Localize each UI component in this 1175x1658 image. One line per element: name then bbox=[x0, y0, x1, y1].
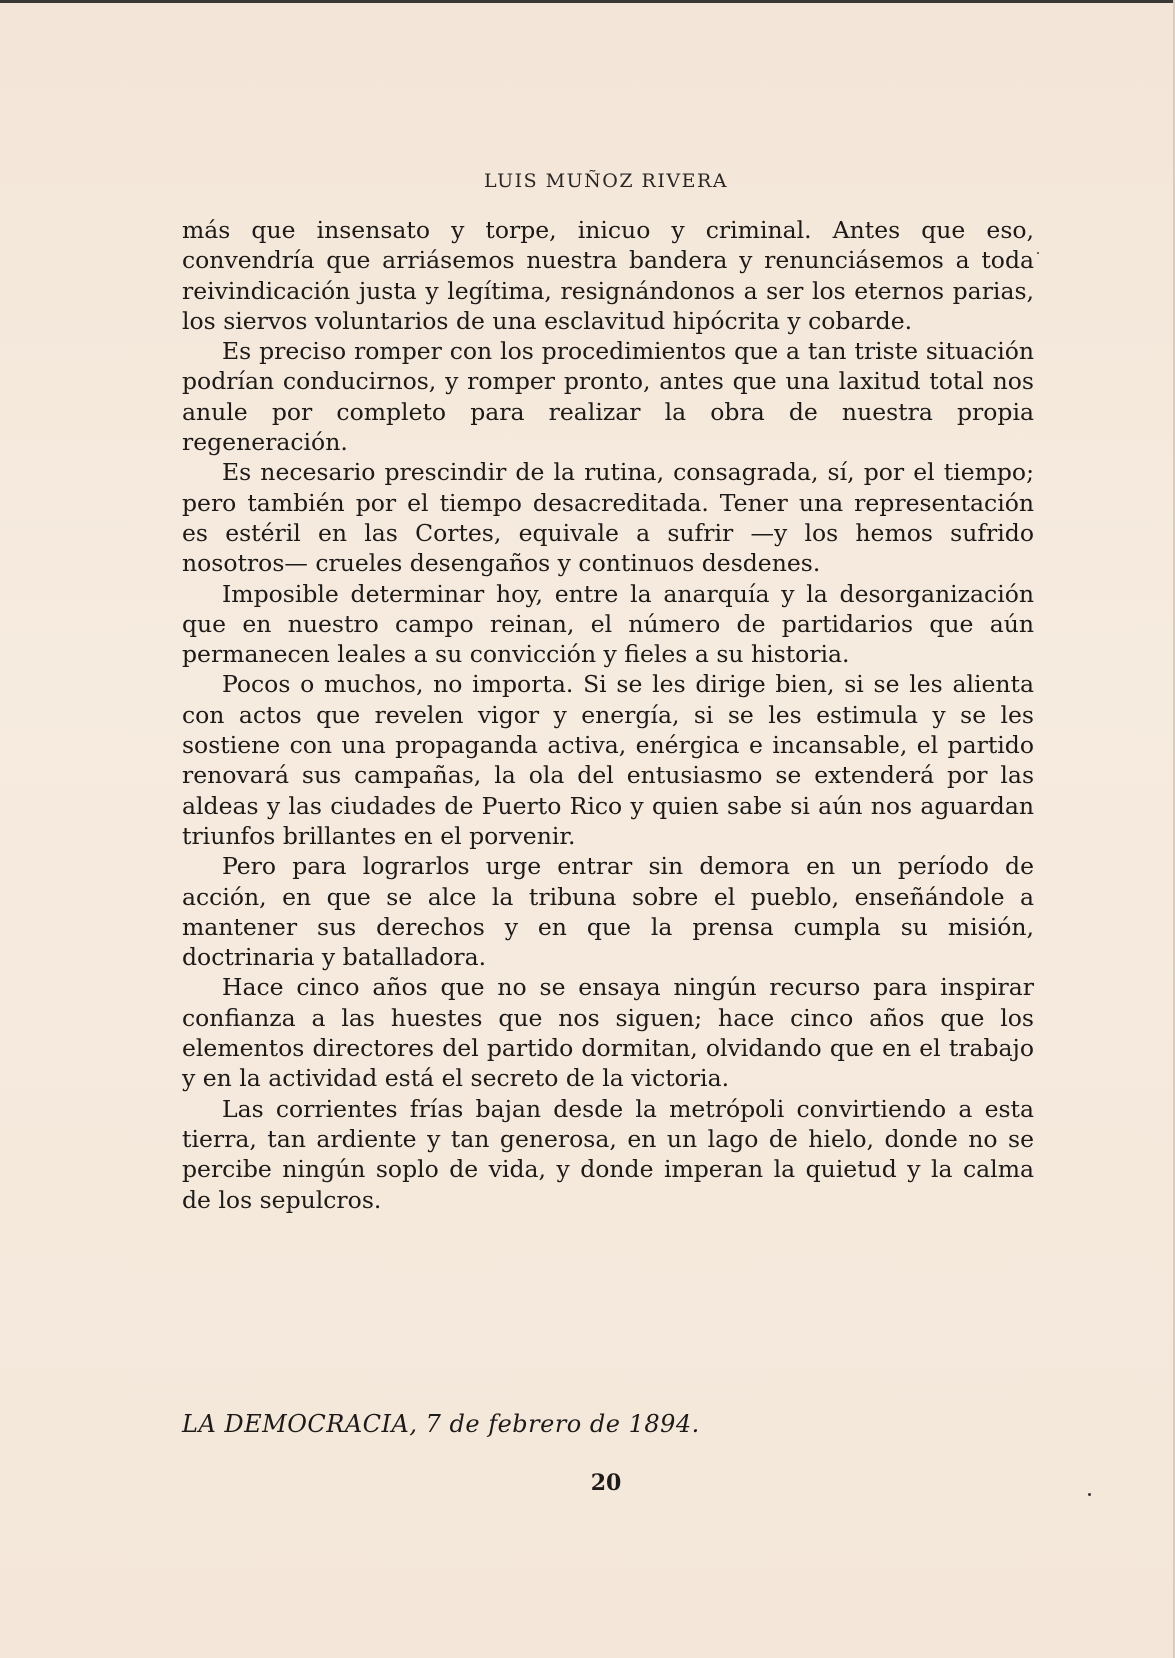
paragraph-7: Hace cinco años que no se ensaya ningún recurso para inspirar confianza a las huestes que nos siguen; hace cinco años que los elementos directores del partido dormitan, olvidando que en el trabajo y en la actividad está el secreto de la victoria. bbox=[182, 973, 1034, 1093]
paragraph-6: Pero para lograrlos urge entrar sin demora en un período de acción, en que se alce la tribuna sobre el pueblo, enseñándole a mantener sus derechos y en que la prensa cumpla su misión, doctrinaria y batalladora. bbox=[182, 852, 1034, 972]
paragraph-5: Pocos o muchos, no importa. Si se les dirige bien, si se les alienta con actos que revelen vigor y energía, si se les estimula y se les sostiene con una propaganda activa, enérgica e incansable, el partido renovará sus campañas, la ola del entusiasmo se extenderá por las aldeas y las ciudades de Puerto Rico y quien sabe si aún nos aguardan triunfos brillantes en el porvenir. bbox=[182, 670, 1034, 850]
page-number: 20 bbox=[590, 1470, 622, 1496]
paragraph-3: Es necesario prescindir de la rutina, consagrada, sí, por el tiempo; pero también por el tiempo desacreditada. Tener una representación es estéril en las Cortes, equivale a sufrir —y los hemos sufrido nosotros— crueles desengaños y continuos desdenes. bbox=[182, 458, 1034, 578]
paragraph-4: Imposible determinar hoy, entre la anarquía y la desorganización que en nuestro campo reinan, el número de partidarios que aún permanecen leales a su convicción y fieles a su historia. bbox=[182, 579, 1034, 669]
running-head: LUIS MUÑOZ RIVERA bbox=[484, 170, 728, 192]
source-citation: LA DEMOCRACIA, 7 de febrero de 1894. bbox=[182, 1410, 700, 1438]
body-text bbox=[182, 215, 1034, 1215]
scan-speck bbox=[1037, 252, 1039, 254]
scan-top-edge bbox=[0, 0, 1175, 3]
paragraph-2: Es preciso romper con los procedimientos que a tan triste situación podrían conducirnos, y romper pronto, antes que una laxitud total nos anule por completo para realizar la obra de nuestra propia regeneración. bbox=[182, 337, 1034, 457]
scan-speck bbox=[1088, 1493, 1091, 1496]
paragraph-8: Las corrientes frías bajan desde la metrópoli convirtiendo a esta tierra, tan ardiente y tan generosa, en un lago de hielo, donde no se percibe ningún soplo de vida, y donde imperan la quietud y la calma de los sepulcros. bbox=[182, 1094, 1034, 1214]
paragraph-1: más que insensato y torpe, inicuo y criminal. Antes que eso, convendría que arriásemos nuestra bandera y renunciásemos a toda reivindicación justa y legítima, resignándonos a ser los eternos parias, los siervos voluntarios de una esclavitud hipócrita y cobarde. bbox=[182, 216, 1034, 335]
